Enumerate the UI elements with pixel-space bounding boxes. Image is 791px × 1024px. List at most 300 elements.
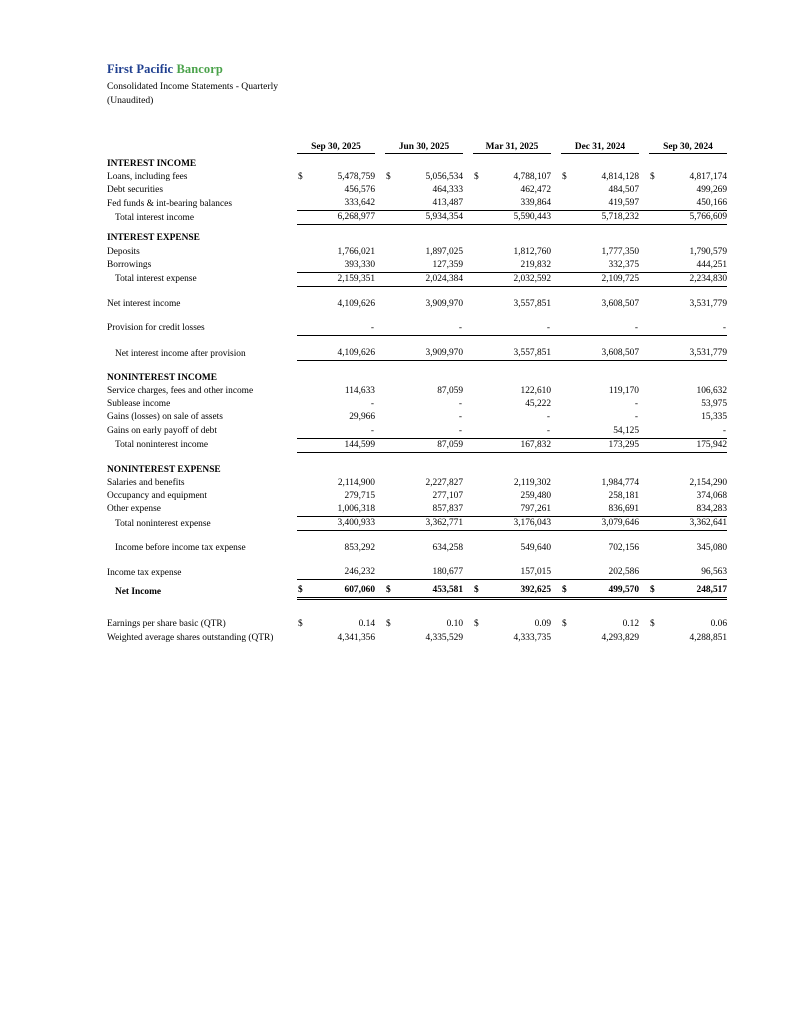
cell-value: 3,531,779 [689, 298, 727, 309]
currency-spacer [473, 246, 486, 259]
table-total-row [107, 211, 727, 225]
net-income-row [107, 584, 727, 599]
currency-spacer [649, 259, 662, 273]
cell-value: - [486, 322, 551, 336]
currency-spacer [649, 385, 662, 398]
currency-spacer [561, 632, 574, 645]
currency-spacer [297, 298, 310, 311]
spacer [107, 607, 727, 614]
gap [551, 211, 561, 225]
gap [375, 184, 385, 197]
gap [463, 618, 473, 631]
currency-spacer [649, 272, 662, 286]
table-row [107, 490, 727, 503]
row-label: Total noninterest expense [115, 518, 211, 529]
cell-value: 444,251 [662, 259, 727, 273]
gap [551, 398, 561, 411]
gap [639, 259, 649, 273]
cell-value: 53,975 [701, 399, 727, 410]
gap [463, 197, 473, 211]
gap [551, 477, 561, 490]
cell-value: 127,359 [398, 259, 463, 273]
cell-value: 413,487 [398, 197, 463, 211]
cell-value: 259,480 [520, 490, 551, 501]
spacer [107, 452, 727, 460]
gap [463, 584, 473, 599]
gap [639, 246, 649, 259]
currency-spacer [473, 477, 486, 490]
gap [375, 136, 385, 154]
cell-value: - [546, 412, 550, 423]
gap [639, 385, 649, 398]
gap [375, 259, 385, 273]
spacer [107, 555, 727, 562]
cell-value: 173,295 [574, 438, 639, 452]
gap [463, 136, 473, 154]
gap [463, 542, 473, 555]
gap [551, 184, 561, 197]
cell-value: 15,335 [701, 412, 727, 423]
cell-value: - [574, 322, 639, 336]
gap [375, 246, 385, 259]
cell-value: - [398, 425, 463, 439]
gap [463, 298, 473, 311]
row-label: Net Income [115, 586, 162, 597]
spacer [107, 361, 727, 369]
currency-spacer [561, 438, 574, 452]
currency-symbol: $ [385, 584, 398, 599]
gap [463, 503, 473, 517]
cell-value: 5,934,354 [398, 211, 463, 225]
cell-value: 1,766,021 [337, 246, 375, 257]
table-row [107, 184, 727, 197]
gap [551, 322, 561, 336]
cell-value: 122,610 [520, 386, 551, 397]
currency-spacer [385, 411, 398, 424]
row-label: Salaries and benefits [107, 477, 185, 488]
cell-value: 634,258 [432, 543, 463, 554]
gap [639, 632, 649, 645]
cell-value: 339,864 [486, 197, 551, 211]
currency-spacer [473, 566, 486, 580]
gap [463, 211, 473, 225]
cell-value: 180,677 [398, 566, 463, 580]
cell-value: 5,718,232 [574, 211, 639, 225]
cell-value: 4,817,174 [689, 172, 727, 183]
row-label: Net interest income [107, 298, 181, 309]
currency-symbol: $ [474, 619, 479, 630]
row-label: Earnings per share basic (QTR) [107, 619, 226, 630]
currency-symbol: $ [297, 584, 310, 599]
gap [639, 211, 649, 225]
currency-symbol: $ [386, 619, 391, 630]
gap [551, 618, 561, 631]
gap [375, 503, 385, 517]
gap [297, 464, 727, 477]
cell-value: 2,032,592 [486, 272, 551, 286]
gap [297, 232, 727, 245]
currency-spacer [473, 632, 486, 645]
table-row [107, 246, 727, 259]
cell-value: 4,335,529 [425, 632, 463, 643]
gap [551, 171, 561, 184]
gap [551, 347, 561, 361]
cell-value: 4,109,626 [310, 347, 375, 361]
gap [551, 490, 561, 503]
gap [375, 322, 385, 336]
spacer [107, 225, 727, 233]
gap [639, 136, 649, 154]
gap [375, 411, 385, 424]
gap [375, 347, 385, 361]
cell-value: 4,788,107 [513, 172, 551, 183]
currency-spacer [561, 347, 574, 361]
cell-value: - [458, 412, 462, 423]
gap [463, 322, 473, 336]
currency-spacer [649, 211, 662, 225]
table-row [107, 566, 727, 580]
currency-spacer [649, 438, 662, 452]
currency-spacer [385, 211, 398, 225]
cell-value: 1,812,760 [513, 246, 551, 257]
gap [551, 197, 561, 211]
row-label: Loans, including fees [107, 172, 188, 183]
gap [463, 477, 473, 490]
cell-value: 836,691 [574, 503, 639, 517]
currency-spacer [297, 425, 310, 439]
row-label: Debt securities [107, 185, 163, 196]
currency-spacer [649, 197, 662, 211]
currency-spacer [297, 438, 310, 452]
gap [639, 171, 649, 184]
currency-spacer [649, 322, 662, 336]
cell-value: 167,832 [486, 438, 551, 452]
cell-value: 1,006,318 [310, 503, 375, 517]
currency-spacer [649, 517, 662, 531]
table-row [107, 477, 727, 490]
gap [375, 490, 385, 503]
currency-spacer [385, 347, 398, 361]
currency-spacer [561, 398, 574, 411]
spacer [107, 311, 727, 318]
gap [375, 477, 385, 490]
gap [639, 618, 649, 631]
cell-value: 6,268,977 [310, 211, 375, 225]
gap [639, 584, 649, 599]
cell-value: 2,024,384 [398, 272, 463, 286]
gap [375, 272, 385, 286]
cell-value: 3,557,851 [486, 347, 551, 361]
spacer [107, 336, 727, 344]
currency-spacer [561, 411, 574, 424]
currency-spacer [561, 385, 574, 398]
gap [551, 438, 561, 452]
currency-spacer [649, 398, 662, 411]
row-label: Other expense [107, 504, 161, 515]
cell-value: 450,166 [662, 197, 727, 211]
currency-symbol: $ [562, 172, 567, 183]
gap [375, 171, 385, 184]
cell-value: 499,570 [574, 584, 639, 599]
currency-spacer [561, 259, 574, 273]
gap [463, 385, 473, 398]
cell-value: 4,333,735 [513, 632, 551, 643]
cell-value: 2,159,351 [310, 272, 375, 286]
gap [639, 425, 649, 439]
spacer [107, 531, 727, 539]
gap [375, 618, 385, 631]
cell-value: 0.06 [710, 619, 727, 630]
income-statement-table [107, 136, 727, 645]
row-label: Occupancy and equipment [107, 490, 207, 501]
gap [551, 566, 561, 580]
cell-value: - [486, 425, 551, 439]
section-heading-noninterest-income: NONINTEREST INCOME [107, 373, 218, 384]
table-row [107, 322, 727, 336]
cell-value: 2,109,725 [574, 272, 639, 286]
cell-value: 0.12 [622, 619, 639, 630]
cell-value: 175,942 [662, 438, 727, 452]
cell-value: 4,341,356 [337, 632, 375, 643]
column-header-2: Mar 31, 2025 [473, 136, 551, 154]
currency-spacer [297, 322, 310, 336]
cell-value: 2,234,830 [662, 272, 727, 286]
currency-spacer [649, 184, 662, 197]
currency-symbol: $ [649, 584, 662, 599]
currency-spacer [297, 272, 310, 286]
cell-value: 3,079,646 [574, 517, 639, 531]
report-subtitle: Consolidated Income Statements - Quarterly [107, 81, 279, 92]
cell-value: 87,059 [437, 386, 463, 397]
currency-spacer [297, 197, 310, 211]
cell-value: 393,330 [310, 259, 375, 273]
gap [551, 246, 561, 259]
cell-value: 3,557,851 [513, 298, 551, 309]
currency-spacer [297, 517, 310, 531]
currency-spacer [385, 477, 398, 490]
gap [463, 490, 473, 503]
cell-value: - [370, 399, 374, 410]
gap [639, 438, 649, 452]
currency-spacer [473, 542, 486, 555]
cell-value: 462,472 [520, 185, 551, 196]
table-header-row [107, 136, 727, 154]
currency-spacer [385, 184, 398, 197]
gap [639, 398, 649, 411]
currency-spacer [561, 490, 574, 503]
currency-spacer [385, 246, 398, 259]
cell-value: 3,400,933 [310, 517, 375, 531]
cell-value: 374,068 [696, 490, 727, 501]
gap [463, 425, 473, 439]
currency-spacer [297, 477, 310, 490]
currency-spacer [385, 503, 398, 517]
cell-value: 419,597 [574, 197, 639, 211]
gap [375, 197, 385, 211]
currency-spacer [385, 566, 398, 580]
gap [463, 398, 473, 411]
currency-symbol: $ [650, 619, 655, 630]
gap [375, 385, 385, 398]
cell-value: 3,608,507 [574, 347, 639, 361]
row-label: Total interest income [115, 212, 195, 223]
currency-spacer [473, 322, 486, 336]
gap [639, 411, 649, 424]
currency-spacer [561, 503, 574, 517]
currency-spacer [473, 347, 486, 361]
currency-spacer [649, 566, 662, 580]
cell-value: 333,642 [310, 197, 375, 211]
currency-spacer [561, 517, 574, 531]
currency-symbol: $ [562, 619, 567, 630]
cell-value: 853,292 [344, 543, 375, 554]
cell-value: 4,288,851 [689, 632, 727, 643]
cell-value: 1,777,350 [601, 246, 639, 257]
cell-value: 834,283 [662, 503, 727, 517]
table-row [107, 385, 727, 398]
gap [463, 347, 473, 361]
table-row [107, 618, 727, 631]
gap [639, 477, 649, 490]
cell-value: 3,362,641 [662, 517, 727, 531]
currency-spacer [561, 211, 574, 225]
cell-value: 246,232 [310, 566, 375, 580]
table-row [107, 171, 727, 184]
section-heading-row [107, 464, 727, 477]
currency-spacer [473, 425, 486, 439]
gap [463, 517, 473, 531]
table-row [107, 411, 727, 424]
gap [639, 490, 649, 503]
row-label: Total interest expense [115, 274, 197, 285]
cell-value: 2,119,302 [513, 477, 551, 488]
gap [375, 298, 385, 311]
gap [375, 584, 385, 599]
cell-value: 1,984,774 [601, 477, 639, 488]
row-label: Fed funds & int-bearing balances [107, 198, 232, 209]
currency-spacer [297, 566, 310, 580]
gap [551, 411, 561, 424]
row-label: Gains (losses) on sale of assets [107, 412, 223, 423]
cell-value: 1,897,025 [425, 246, 463, 257]
currency-spacer [385, 517, 398, 531]
cell-value: 277,107 [432, 490, 463, 501]
cell-value: 96,563 [662, 566, 727, 580]
currency-spacer [385, 542, 398, 555]
currency-spacer [473, 438, 486, 452]
section-heading-noninterest-expense: NONINTEREST EXPENSE [107, 464, 221, 475]
cell-value: 857,837 [398, 503, 463, 517]
currency-spacer [473, 503, 486, 517]
gap [639, 542, 649, 555]
gap [375, 211, 385, 225]
table-row [107, 197, 727, 211]
gap [551, 298, 561, 311]
currency-spacer [561, 246, 574, 259]
section-heading-interest-expense: INTEREST EXPENSE [107, 233, 200, 244]
currency-symbol: $ [650, 172, 655, 183]
currency-spacer [385, 425, 398, 439]
cell-value: - [398, 322, 463, 336]
gap [463, 246, 473, 259]
cell-value: 157,015 [486, 566, 551, 580]
currency-spacer [561, 425, 574, 439]
table-row [107, 259, 727, 273]
currency-spacer [561, 542, 574, 555]
cell-value: 119,170 [608, 386, 639, 397]
gap [463, 411, 473, 424]
currency-spacer [385, 259, 398, 273]
table-total-row [107, 438, 727, 452]
currency-spacer [297, 259, 310, 273]
currency-spacer [473, 398, 486, 411]
currency-spacer [649, 425, 662, 439]
currency-spacer [297, 632, 310, 645]
currency-spacer [297, 490, 310, 503]
currency-spacer [473, 259, 486, 273]
cell-value: 248,517 [662, 584, 727, 599]
currency-spacer [385, 298, 398, 311]
cell-value: 345,080 [696, 543, 727, 554]
gap [551, 425, 561, 439]
cell-value: - [310, 425, 375, 439]
gap [551, 517, 561, 531]
gap [551, 259, 561, 273]
currency-symbol: $ [298, 619, 303, 630]
gap [551, 136, 561, 154]
currency-spacer [297, 347, 310, 361]
cell-value: 45,222 [525, 399, 551, 410]
currency-spacer [297, 211, 310, 225]
row-label: Provision for credit losses [107, 323, 205, 334]
brand-primary: First Pacific [107, 62, 174, 76]
cell-value: - [458, 399, 462, 410]
gap [463, 566, 473, 580]
currency-spacer [297, 184, 310, 197]
currency-spacer [561, 322, 574, 336]
cell-value: 464,333 [432, 185, 463, 196]
cell-value: 3,909,970 [398, 347, 463, 361]
gap [463, 171, 473, 184]
brand-secondary: Bancorp [176, 62, 223, 76]
currency-spacer [297, 385, 310, 398]
currency-spacer [385, 438, 398, 452]
cell-value: 3,531,779 [662, 347, 727, 361]
table-row [107, 503, 727, 517]
cell-value: 279,715 [344, 490, 375, 501]
cell-value: 0.09 [534, 619, 551, 630]
table-row [107, 398, 727, 411]
cell-value: 114,633 [344, 386, 375, 397]
row-label: Net interest income after provision [115, 348, 246, 359]
cell-value: - [310, 322, 375, 336]
section-heading-row [107, 158, 727, 171]
cell-value: 484,507 [608, 185, 639, 196]
gap [551, 503, 561, 517]
gap [463, 272, 473, 286]
gap [463, 184, 473, 197]
section-heading-interest-income: INTEREST INCOME [107, 159, 197, 169]
row-label: Income before income tax expense [115, 543, 246, 554]
currency-spacer [385, 197, 398, 211]
column-header-3: Dec 31, 2024 [561, 136, 639, 154]
cell-value: 4,814,128 [601, 172, 639, 183]
currency-spacer [473, 517, 486, 531]
cell-value: 4,109,626 [337, 298, 375, 309]
gap [639, 503, 649, 517]
cell-value: 3,608,507 [601, 298, 639, 309]
row-label: Gains on early payoff of debt [107, 426, 217, 436]
